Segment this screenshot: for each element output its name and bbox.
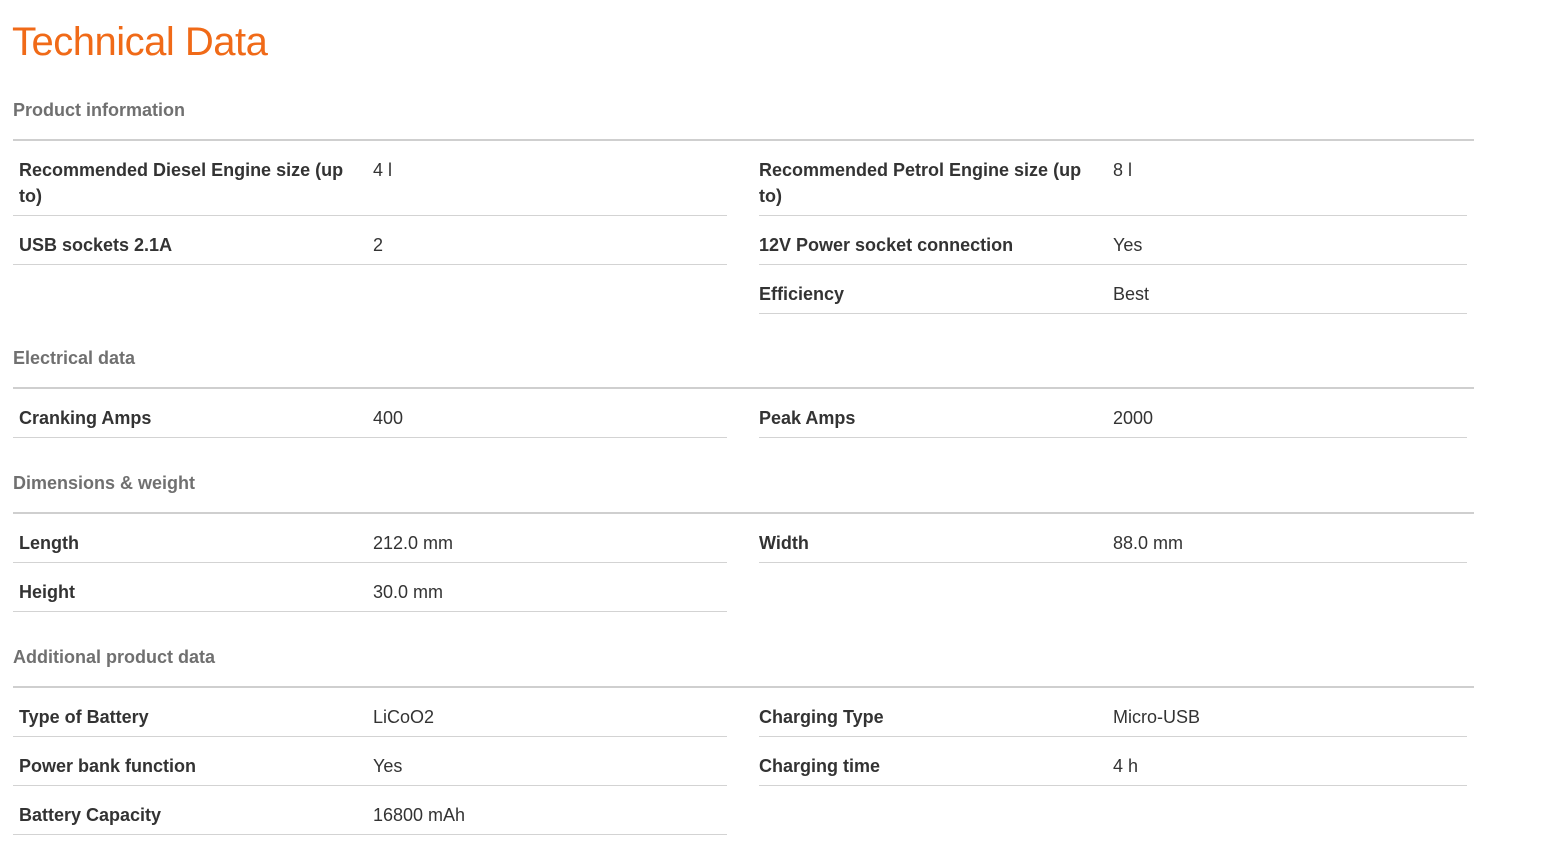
spec-label: Charging Type: [759, 707, 884, 727]
spec-row-petrol-engine-size: [759, 141, 1467, 216]
spec-label: Length: [19, 533, 79, 553]
spec-label: Cranking Amps: [19, 408, 152, 428]
spec-label: Type of Battery: [19, 707, 149, 727]
spec-value: Yes: [1113, 235, 1143, 255]
spec-label: Efficiency: [759, 284, 845, 304]
spec-value: 400: [373, 408, 404, 428]
spec-value: LiCoO2: [373, 707, 435, 727]
page-title: Technical Data: [12, 20, 268, 64]
section-heading-dimensions-weight: Dimensions & weight: [13, 472, 1474, 514]
spec-row-cranking-amps: [13, 389, 727, 438]
spec-value: 212.0 mm: [373, 533, 454, 553]
spec-label: USB sockets 2.1A: [19, 235, 173, 255]
spec-label: Charging time: [759, 756, 881, 776]
spec-value: Best: [1113, 284, 1150, 304]
spec-value: 8 l: [1113, 160, 1133, 180]
spec-row-height: [13, 563, 727, 612]
spec-row-usb-sockets: [13, 216, 727, 265]
spec-value: 2: [373, 235, 384, 255]
spec-row-diesel-engine-size: [13, 141, 727, 216]
spec-value: 16800 mAh: [373, 805, 466, 825]
spec-row-efficiency: [759, 265, 1467, 314]
spec-value: 30.0 mm: [373, 582, 444, 602]
spec-row-charging-time: [759, 737, 1467, 786]
section-heading-product-information: Product information: [13, 99, 1474, 141]
spec-value: Yes: [373, 756, 403, 776]
spec-value: 4 h: [1113, 756, 1139, 776]
spec-label: Height: [19, 582, 75, 602]
spec-value: Micro-USB: [1113, 707, 1201, 727]
section-heading-additional-product-data: Additional product data: [13, 646, 1474, 688]
spec-row-peak-amps: [759, 389, 1467, 438]
spec-value: 88.0 mm: [1113, 533, 1184, 553]
spec-row-power-bank-function: [13, 737, 727, 786]
spec-row-battery-type: [13, 688, 727, 737]
spec-value: 4 l: [373, 160, 393, 180]
spec-label: 12V Power socket connection: [759, 235, 1014, 255]
spec-row-battery-capacity: [13, 786, 727, 835]
spec-label: Width: [759, 533, 809, 553]
spec-row-width: [759, 514, 1467, 563]
spec-label: Recommended Diesel Engine size (up to): [19, 160, 344, 206]
spec-label: Peak Amps: [759, 408, 856, 428]
spec-row-length: [13, 514, 727, 563]
spec-label: Recommended Petrol Engine size (up to): [759, 160, 1082, 206]
spec-label: Power bank function: [19, 756, 197, 776]
spec-value: 2000: [1113, 408, 1154, 428]
section-heading-electrical-data: Electrical data: [13, 347, 1474, 389]
spec-label: Battery Capacity: [19, 805, 162, 825]
spec-row-power-socket: [759, 216, 1467, 265]
spec-row-charging-type: [759, 688, 1467, 737]
